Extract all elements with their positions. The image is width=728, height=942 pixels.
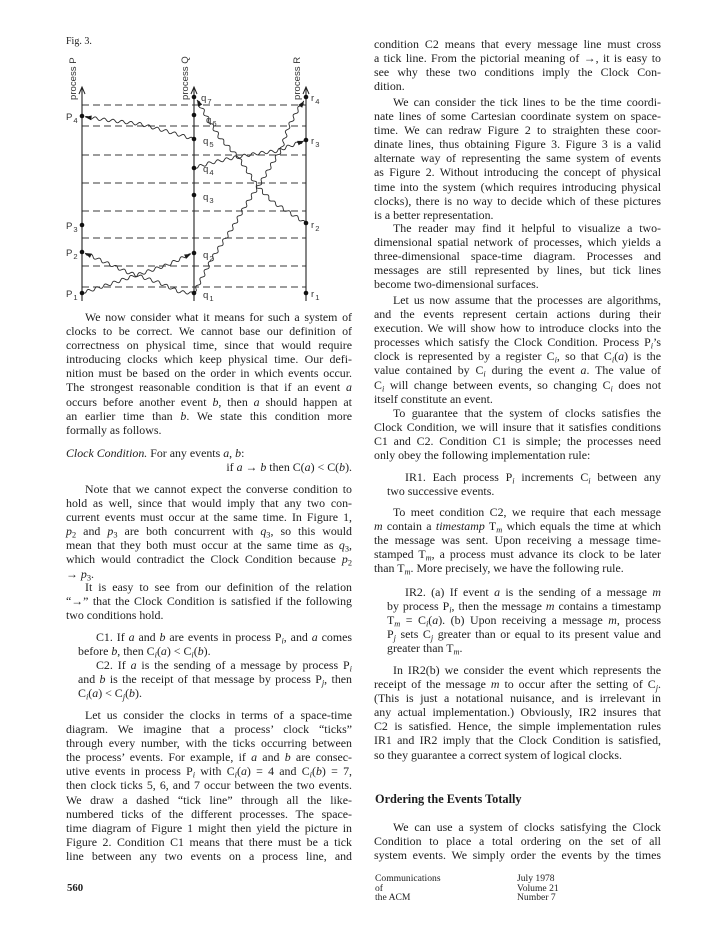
condition-c2-line: and b is the receipt of that message by process $P_j$, then — [78, 672, 352, 688]
text-line: → $p_3$. — [66, 566, 94, 583]
page-number: 560 — [67, 882, 84, 894]
text-line: Let us now assume that the processes are algorithms, — [393, 293, 661, 307]
condition-c1-line: before b, then $C_i(a) < C_i(b)$. — [78, 644, 211, 660]
event-dot — [80, 291, 85, 296]
event-label: $P_3$ — [66, 221, 78, 234]
text-line: We draw a dashed “tick line” through all the like- — [66, 792, 352, 807]
text-line: diagram. We imagine that a process’ clock “ticks” — [66, 722, 352, 737]
event-label: $q_7$ — [201, 93, 212, 106]
rule-line: $T_m = C_i(a)$. (b) Upon receiving a message m, process — [387, 613, 661, 629]
text-line: only obey the following implementation rule: — [374, 448, 591, 463]
text-line: three-dimensional space-time diagram. Processes and — [374, 249, 661, 264]
text-line: alternate way of representing the same system of events — [374, 151, 661, 166]
footer-issue-line: Number 7 — [517, 892, 556, 904]
text-line: system events. We simply order the events by the times — [374, 848, 661, 863]
text-line: (This is just a notational nuisance, and is irrelevant in — [374, 691, 661, 706]
footer-issue-line: July 1978 — [517, 873, 555, 884]
text-line: time diagram of Figure 1 might then yield the picture in — [66, 820, 352, 835]
text-line: mean that they both must occur at the same time as $q_3$, — [66, 538, 352, 554]
text-line: correctness on physical time, since that would require — [66, 338, 352, 353]
text-line: numbered ticks of the different processes. The space- — [66, 806, 352, 821]
event-label: $q_3$ — [203, 192, 214, 205]
text-line: We can consider the tick lines to be the time coordi- — [393, 95, 661, 109]
text-line: the process’ events. For example, if a and b are consec- — [66, 750, 352, 765]
clock-condition-definition — [66, 446, 352, 474]
text-line: time. We can redraw Figure 2 to straighten these coor- — [374, 123, 661, 138]
event-label: $r_1$ — [311, 289, 320, 302]
text-line: Condition to place a total ordering on the set of all — [374, 834, 661, 849]
text-line: itself constitute an event. — [374, 391, 493, 406]
paragraph-guarantee — [374, 406, 661, 462]
text-line: time into the system (which requires introducing physical — [374, 179, 661, 194]
rule-line: greater than $T_m$. — [387, 641, 463, 657]
text-line: $p_2$ and $p_3$ are both concurrent with $q_3$, so this would — [66, 524, 352, 540]
event-dot — [304, 221, 309, 226]
event-label: $r_3$ — [311, 136, 320, 149]
text-line: value contained by $C_i$ during the event a. The value of — [374, 363, 661, 379]
event-dot — [192, 166, 197, 171]
text-line: Let us consider the clocks in terms of a space-time — [85, 708, 352, 722]
event-label: $P_4$ — [66, 112, 78, 125]
text-line: The strongest reasonable condition is that if an event a — [66, 380, 352, 395]
footer-journal-line: the ACM — [375, 892, 411, 904]
text-line: a tick line. From the pictorial meaning of →, it is easy to — [374, 51, 661, 66]
figure-caption: Fig. 3. — [66, 36, 92, 47]
text-line: formally as follows. — [66, 422, 162, 437]
text-line: introducing clocks which keep physical time. Our defi- — [66, 352, 352, 367]
paragraph-meet-c2 — [374, 505, 661, 575]
footer-issue — [517, 874, 559, 903]
event-dot — [304, 291, 309, 296]
text-line: execution. We will show how to introduce clocks into the — [374, 321, 661, 336]
text-line: an earlier time than b. We state this condition more — [66, 408, 352, 423]
text-line: as Figure 2. Without introducing the concept of physical — [374, 165, 661, 180]
event-dot — [192, 193, 197, 198]
conditions-c1-c2 — [78, 630, 352, 700]
text-line: is a better representation. — [374, 207, 494, 222]
space-time-diagram — [0, 0, 360, 310]
paragraph-space-time-diagram — [66, 708, 352, 863]
text-line: C1 and C2. Condition C1 is simple; the processes need — [374, 434, 661, 449]
event-dot — [80, 114, 85, 119]
event-dot — [192, 137, 197, 142]
rule-ir2 — [387, 585, 661, 655]
rule-line: by process $P_i$, then the message m contains a timestamp — [387, 599, 662, 615]
condition-c1-line: C1. If a and b are events in process $P_i$, and a comes — [96, 630, 353, 646]
rule-line: IR2. (a) If event a is the sending of a message m — [405, 585, 661, 599]
text-line: The reader may find it helpful to visualize a two- — [393, 221, 661, 235]
text-line: stamped $T_m$, a process must advance its clock to be later — [374, 547, 661, 563]
text-line: IR1 and IR2 imply that the Clock Condition is satisfied, — [374, 733, 661, 748]
event-label: $r_2$ — [311, 220, 320, 233]
text-line: dition. — [374, 79, 405, 94]
event-label: $P_1$ — [66, 289, 78, 302]
text-line: $C_i$ will change between events, so changing $C_i$ does not — [374, 377, 662, 394]
text-line: than $T_m$. More precisely, we have the following rule. — [374, 561, 624, 577]
text-line: become two-dimensional surfaces. — [374, 277, 539, 292]
footer-journal-line: Communications — [375, 873, 441, 884]
event-label: $q_5$ — [203, 136, 214, 149]
text-line: C2 is satisfied. Hence, the simple implementation rules — [374, 719, 661, 734]
text-line: We now consider what it means for such a system of — [85, 310, 352, 324]
text-line: processes which satisfy the Clock Condition. Process $P_i’s$ — [374, 335, 661, 351]
text-line: It is easy to see from our definition of the relation — [85, 580, 352, 594]
paragraph-total-order — [374, 820, 661, 862]
event-dot — [192, 113, 197, 118]
text-line: m contain a timestamp $T_m$ which equals the time at which — [374, 519, 661, 535]
rule-line: two successive events. — [387, 484, 495, 499]
process-label: process Q — [180, 56, 191, 100]
text-line: two conditions hold. — [66, 608, 164, 623]
event-dot — [304, 95, 309, 100]
rule-line: IR1. Each process $P_i$ increments $C_i$ between any — [405, 470, 661, 486]
arrowhead-icon — [297, 141, 304, 146]
text-line: clocks), there is no way to decide which of these pictures — [374, 193, 661, 208]
text-line: then clock ticks 5, 6, and 7 occur between the two events. — [66, 778, 352, 793]
text-line: messages are still represented by lines, but tick lines — [374, 263, 661, 278]
section-heading: Ordering the Events Totally — [375, 792, 522, 806]
text-line: nate lines of some Cartesian coordinate system on space- — [374, 109, 661, 124]
event-label: $r_4$ — [311, 93, 320, 106]
text-line: so they guarantee a correct system of logical clocks. — [374, 747, 622, 762]
rule-ir1 — [387, 470, 661, 498]
clock-condition-formula: if a → b then C(a) < C(b). — [226, 460, 352, 475]
text-line: “→” that the Clock Condition is satisfied if the following — [66, 594, 352, 609]
paragraph-reader — [374, 221, 661, 291]
event-dot — [80, 250, 85, 255]
event-dot — [192, 291, 197, 296]
event-label: $q_1$ — [203, 290, 214, 303]
text-line: To meet condition C2, we require that each message — [393, 505, 661, 519]
text-line: condition C2 means that every message line must cross — [374, 37, 661, 51]
paragraph-easy-to-see — [66, 580, 352, 622]
text-line: hold as well, since that would imply that any two con- — [66, 496, 352, 511]
text-line: clocks to be correct. We cannot base our definition of — [66, 324, 352, 339]
paragraph-continued — [374, 37, 661, 93]
process-label: process P — [68, 57, 79, 100]
event-dot — [192, 251, 197, 256]
paragraph-ir2b — [374, 663, 661, 762]
text-line: Clock Condition, we will insure that it satisfies conditions — [374, 420, 661, 435]
event-dot — [192, 95, 197, 100]
event-label: $P_2$ — [66, 248, 78, 261]
text-line: receipt of the message m to occur after the setting of $C_j$. — [374, 677, 661, 693]
event-label: $q_4$ — [203, 164, 214, 177]
paragraph-tick-lines — [374, 95, 661, 222]
text-line: Note that we cannot expect the converse condition to — [85, 482, 352, 496]
event-label: $q_2$ — [203, 250, 214, 263]
text-line: the message was sent. Upon receiving a message time- — [374, 533, 661, 548]
text-line: To guarantee that the system of clocks satisfies the — [393, 406, 661, 420]
text-line: We can use a system of clocks satisfying the Clock — [393, 820, 661, 834]
paragraph-clock-correctness — [66, 310, 352, 437]
text-line: through every number, with the ticks occurring between — [66, 736, 352, 751]
text-line: occurs before another event b, then a should happen at — [66, 394, 352, 409]
text-line: any actual implementation.) Obviously, IR2 insures that — [374, 705, 661, 720]
text-line: clock is represented by a register $C_i$, so that $C_i(a)$ is the — [374, 349, 661, 365]
condition-c2-line: C2. If a is the sending of a message by process $P_i$ — [96, 658, 352, 674]
text-line: which would contradict the Clock Condition because $p_2$ — [66, 552, 352, 568]
condition-c2-line: $C_i(a) < C_j(b)$. — [78, 686, 142, 702]
paragraph-converse — [66, 482, 352, 581]
text-line: dimensional spatial network of processes, which yields a — [374, 235, 661, 250]
text-line: Figure 2. Condition C1 means that there must be a tick — [66, 834, 352, 849]
text-line: see why these two conditions imply the Clock Con- — [374, 65, 661, 80]
arrowhead-icon — [85, 253, 92, 258]
clock-condition-title: Clock Condition. For any events a, b: — [66, 446, 245, 460]
text-line: dinate lines, thus obtaining Figure 3. Figure 3 is a valid — [374, 137, 661, 152]
text-line: utive events in process $P_i$ with $C_i(a) = 4$ and $C_i(b) = 7$, — [66, 764, 352, 780]
text-line: In IR2(b) we consider the event which represents the — [393, 663, 661, 677]
event-dot — [80, 223, 85, 228]
paragraph-algorithms — [374, 293, 661, 406]
text-line: and the events represent certain actions during their — [374, 307, 661, 322]
process-label: process R — [292, 56, 303, 100]
event-dot — [304, 138, 309, 143]
text-line: current events must occur at the same time. In Figure 1, — [66, 510, 352, 525]
footer-journal — [375, 874, 441, 903]
message-line — [85, 116, 194, 139]
footer-journal-line: of — [375, 882, 383, 894]
event-label: $q_6$ — [206, 115, 217, 128]
text-line: nition must be based on the order in which events occur. — [66, 366, 352, 381]
footer-issue-line: Volume 21 — [517, 882, 559, 894]
rule-line: $P_j$ sets $C_j$ greater than or equal to its present value and — [387, 627, 661, 643]
text-line: line between any two events on a process line, and — [66, 848, 352, 863]
